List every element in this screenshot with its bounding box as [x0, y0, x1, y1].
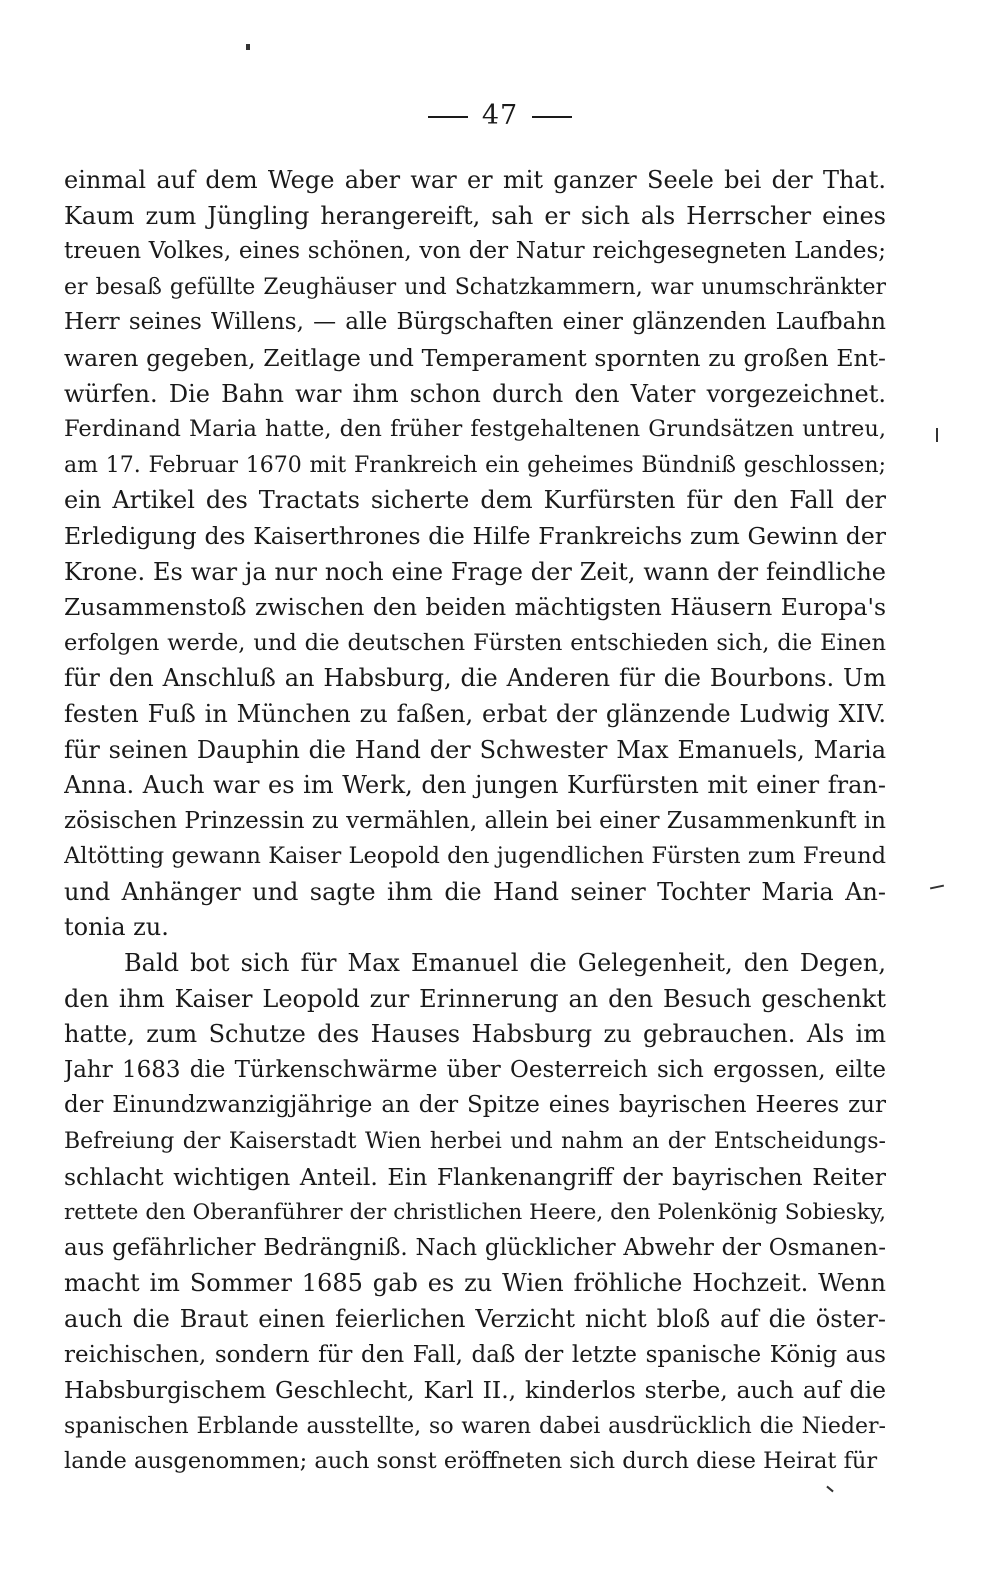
text-line: für den Anschluß an Habsburg, die Anderen für die Bourbons. Um: [64, 664, 886, 693]
text-line: den ihm Kaiser Leopold zur Erinnerung an den Besuch geschenkt: [64, 984, 886, 1013]
text-line: schlacht wichtigen Anteil. Ein Flankenangriff der bayrischen Reiter: [64, 1162, 886, 1191]
text-line: auch die Braut einen feierlichen Verzicht nicht bloß auf die öster-: [64, 1305, 886, 1333]
text-line: Kaum zum Jüngling herangereift, sah er sich als Herrscher eines: [64, 201, 886, 230]
text-line: lande ausgenommen; auch sonst eröffneten sich durch diese Heirat für: [64, 1448, 878, 1475]
text-line: für seinen Dauphin die Hand der Schwester Max Emanuels, Maria: [64, 735, 886, 764]
text-line: rettete den Oberanführer der christlichen Heere, den Polenkönig Sobiesky,: [64, 1200, 886, 1226]
text-line: Erledigung des Kaiserthrones die Hilfe Frankreichs zum Gewinn der: [64, 521, 886, 550]
text-line: Zusammenstoß zwischen den beiden mächtigsten Häusern Europa's: [64, 593, 886, 622]
text-line: treuen Volkes, eines schönen, von der Natur reichgesegneten Landes;: [64, 238, 886, 265]
text-line: Herr seines Willens, — alle Bürgschaften einer glänzenden Laufbahn: [64, 309, 886, 336]
print-speck: [826, 1486, 833, 1493]
text-line: macht im Sommer 1685 gab es zu Wien fröhliche Hochzeit. Wenn: [64, 1269, 886, 1298]
text-line: und Anhänger und sagte ihm die Hand seiner Tochter Maria An-: [64, 877, 886, 906]
text-line: der Einundzwanzigjährige an der Spitze eines bayrischen Heeres zur: [64, 1092, 886, 1119]
print-speck: [930, 885, 944, 890]
text-line: hatte, zum Schutze des Hauses Habsburg zu gebrauchen. Als im: [64, 1020, 886, 1049]
text-line: einmal auf dem Wege aber war er mit ganzer Seele bei der That.: [64, 166, 886, 194]
text-line: aus gefährlicher Bedrängniß. Nach glücklicher Abwehr der Osmanen-: [64, 1234, 886, 1261]
text-line: festen Fuß in München zu faßen, erbat der glänzende Ludwig XIV.: [64, 699, 886, 728]
text-line: Bald bot sich für Max Emanuel die Gelegenheit, den Degen,: [124, 949, 886, 978]
page-number: 47: [481, 100, 519, 131]
body-text: [64, 163, 886, 1480]
text-line: tonia zu.: [64, 913, 169, 942]
text-line: erfolgen werde, und die deutschen Fürsten entschieden sich, die Einen: [64, 629, 886, 656]
print-speck: [936, 428, 938, 442]
text-line: Krone. Es war ja nur noch eine Frage der Zeit, wann der feindliche: [64, 557, 886, 586]
text-line: ein Artikel des Tractats sicherte dem Kurfürsten für den Fall der: [64, 486, 886, 515]
text-line: zösischen Prinzessin zu vermählen, allein bei einer Zusammenkunft in: [64, 807, 886, 834]
left-dash: [428, 116, 468, 118]
text-line: er besaß gefüllte Zeughäuser und Schatzkammern, war unumschränkter: [64, 274, 886, 300]
text-line: Altötting gewann Kaiser Leopold den jugendlichen Fürsten zum Freund: [64, 843, 886, 870]
text-line: reichischen, sondern für den Fall, daß der letzte spanische König aus: [64, 1341, 886, 1368]
right-dash: [532, 116, 572, 118]
text-line: Ferdinand Maria hatte, den früher festgehaltenen Grundsätzen untreu,: [64, 416, 886, 443]
page-number-header: [0, 100, 1000, 131]
text-line: Befreiung der Kaiserstadt Wien herbei und nahm an der Entscheidungs-: [64, 1129, 886, 1155]
print-speck: [246, 44, 250, 50]
text-line: am 17. Februar 1670 mit Frankreich ein geheimes Bündniß geschlossen;: [64, 452, 886, 478]
text-line: würfen. Die Bahn war ihm schon durch den Vater vorgezeichnet.: [64, 379, 886, 408]
text-line: Habsburgischem Geschlecht, Karl II., kinderlos sterbe, auch auf die: [64, 1376, 886, 1405]
text-line: Anna. Auch war es im Werk, den jungen Kurfürsten mit einer fran-: [64, 771, 886, 800]
text-line: spanischen Erblande ausstellte, so waren dabei ausdrücklich die Nieder-: [64, 1413, 886, 1439]
text-line: Jahr 1683 die Türkenschwärme über Oesterreich sich ergossen, eilte: [64, 1056, 886, 1083]
text-line: waren gegeben, Zeitlage und Temperament spornten zu großen Ent-: [64, 343, 886, 372]
